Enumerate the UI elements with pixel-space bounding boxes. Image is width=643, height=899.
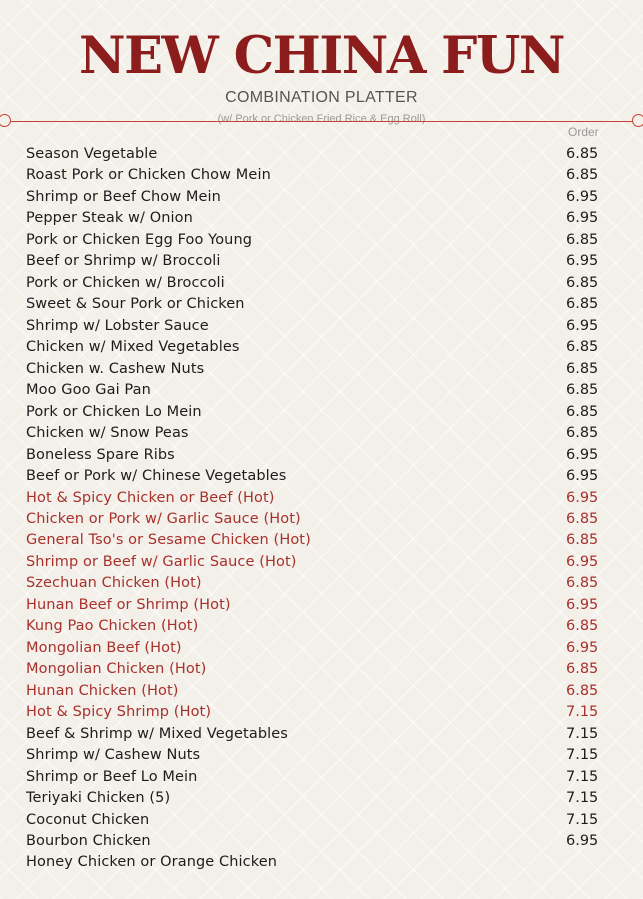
menu-item-price: 6.85 — [566, 510, 599, 527]
menu-item-price: 7.15 — [566, 747, 599, 764]
menu-item-price: 6.95 — [566, 489, 599, 506]
menu-item-price: 6.85 — [566, 403, 599, 420]
section-note: (w/ Pork or Chicken Fried Rice & Egg Roll) — [217, 113, 426, 125]
menu-item-name: Chicken w. Cashew Nuts — [26, 360, 205, 377]
menu-item-name: Shrimp or Beef w/ Garlic Sauce (Hot) — [26, 553, 297, 570]
menu-item-name: Hunan Beef or Shrimp (Hot) — [26, 596, 231, 613]
menu-item-name: Beef & Shrimp w/ Mixed Vegetables — [26, 725, 288, 742]
menu-item — [0, 852, 643, 873]
menu-item — [0, 423, 643, 444]
menu-item — [0, 316, 643, 337]
menu-item-name: Shrimp or Beef Chow Mein — [26, 188, 221, 205]
menu-item-name: Beef or Shrimp w/ Broccoli — [26, 253, 221, 270]
menu-item-name: Pork or Chicken w/ Broccoli — [26, 274, 225, 291]
menu-item-price: 7.15 — [566, 704, 599, 721]
menu-item-price: 6.95 — [566, 596, 599, 613]
menu-item-name: Roast Pork or Chicken Chow Mein — [26, 167, 271, 184]
menu-item — [0, 810, 643, 831]
menu-item-price: 6.95 — [566, 253, 599, 270]
menu-item-name: Hot & Spicy Shrimp (Hot) — [26, 704, 212, 721]
menu-item-name: Sweet & Sour Pork or Chicken — [26, 296, 245, 313]
menu-item-price: 6.85 — [566, 339, 599, 356]
menu-item-name: Shrimp or Beef Lo Mein — [26, 768, 198, 785]
menu-item-price: 6.85 — [566, 231, 599, 248]
menu-item — [0, 745, 643, 766]
menu-item-price: 6.85 — [566, 146, 599, 162]
section-title: COMBINATION PLATTER — [225, 89, 418, 106]
menu-item — [0, 187, 643, 208]
menu-item-name: Chicken w/ Mixed Vegetables — [26, 339, 240, 356]
menu-item — [0, 208, 643, 229]
menu-item-price: 6.85 — [566, 296, 599, 313]
menu-item-name: Season Vegetable — [26, 146, 158, 162]
menu-item-price: 6.95 — [566, 317, 599, 334]
menu-item-name: Hunan Chicken (Hot) — [26, 682, 179, 699]
menu-item — [0, 251, 643, 272]
menu-item-price: 6.85 — [566, 360, 599, 377]
menu-item — [0, 509, 643, 530]
menu-item-name: Pork or Chicken Lo Mein — [26, 403, 202, 420]
menu-item-price: 6.85 — [566, 167, 599, 184]
menu-item — [0, 488, 643, 509]
menu-list — [0, 144, 643, 874]
menu-item-name: Chicken or Pork w/ Garlic Sauce (Hot) — [26, 510, 301, 527]
menu-item-name: Hot & Spicy Chicken or Beef (Hot) — [26, 489, 275, 506]
menu-item — [0, 402, 643, 423]
menu-item — [0, 724, 643, 745]
menu-item — [0, 530, 643, 551]
menu-item — [0, 573, 643, 594]
menu-item — [0, 681, 643, 702]
menu-item-name: General Tso's or Sesame Chicken (Hot) — [26, 532, 311, 549]
menu-item — [0, 294, 643, 315]
menu-item-price: 6.85 — [566, 661, 599, 678]
menu-item-price: 7.15 — [566, 790, 599, 807]
menu-item-price: 7.15 — [566, 725, 599, 742]
menu-item — [0, 831, 643, 852]
restaurant-title: NEW CHINA FUN — [79, 26, 564, 86]
menu-item — [0, 337, 643, 358]
menu-item-name: Pork or Chicken Egg Foo Young — [26, 231, 253, 248]
menu-item-name: Moo Goo Gai Pan — [26, 382, 151, 399]
menu-item-price: 6.85 — [566, 682, 599, 699]
menu-item-name: Teriyaki Chicken (5) — [26, 790, 171, 807]
menu-item-name: Shrimp w/ Lobster Sauce — [26, 317, 209, 334]
menu-item — [0, 788, 643, 809]
menu-item-price: 6.95 — [566, 446, 599, 463]
menu-item-price: 6.85 — [566, 382, 599, 399]
menu-item-name: Pepper Steak w/ Onion — [26, 210, 193, 227]
divider-rule — [8, 121, 635, 122]
menu-item-name: Kung Pao Chicken (Hot) — [26, 618, 199, 635]
menu-item-price: 6.85 — [566, 618, 599, 635]
menu-item — [0, 144, 643, 165]
menu-item-price: 6.85 — [566, 425, 599, 442]
menu-item-name: Szechuan Chicken (Hot) — [26, 575, 202, 592]
menu-item — [0, 595, 643, 616]
menu-item — [0, 616, 643, 637]
divider-right-circle — [632, 114, 643, 127]
menu-item-name: Shrimp w/ Cashew Nuts — [26, 747, 201, 764]
menu-item — [0, 165, 643, 186]
menu-item-price: 6.95 — [566, 639, 599, 656]
menu-item-name: Coconut Chicken — [26, 811, 150, 828]
menu-item — [0, 552, 643, 573]
menu-item — [0, 380, 643, 401]
menu-item — [0, 466, 643, 487]
menu-item-price: 6.85 — [566, 274, 599, 291]
menu-item-name: Boneless Spare Ribs — [26, 446, 175, 463]
menu-item — [0, 273, 643, 294]
menu-item — [0, 638, 643, 659]
menu-item-name: Bourbon Chicken — [26, 833, 151, 849]
menu-item-name: Beef or Pork w/ Chinese Vegetables — [26, 468, 287, 485]
menu-item-price: 6.95 — [566, 553, 599, 570]
menu-item — [0, 230, 643, 251]
menu-item-name: Mongolian Chicken (Hot) — [26, 661, 207, 678]
menu-item — [0, 359, 643, 380]
menu-item — [0, 445, 643, 466]
menu-item-price: 6.85 — [566, 575, 599, 592]
menu-item-name: Mongolian Beef (Hot) — [26, 639, 182, 656]
menu-item-price: 6.95 — [566, 468, 599, 485]
menu-item-price: 6.95 — [566, 188, 599, 205]
menu-item-price: 7.15 — [566, 768, 599, 785]
order-column-header: Order — [568, 125, 599, 139]
menu-item — [0, 659, 643, 680]
menu-item-price: 6.85 — [566, 532, 599, 549]
menu-item-price: 7.15 — [566, 811, 599, 828]
menu-item-name: Chicken w/ Snow Peas — [26, 425, 189, 442]
menu-item-price: 6.95 — [566, 833, 599, 849]
menu-item — [0, 702, 643, 723]
menu-item — [0, 767, 643, 788]
menu-item-price: 6.95 — [566, 210, 599, 227]
menu-item-name: Honey Chicken or Orange Chicken — [26, 854, 278, 871]
